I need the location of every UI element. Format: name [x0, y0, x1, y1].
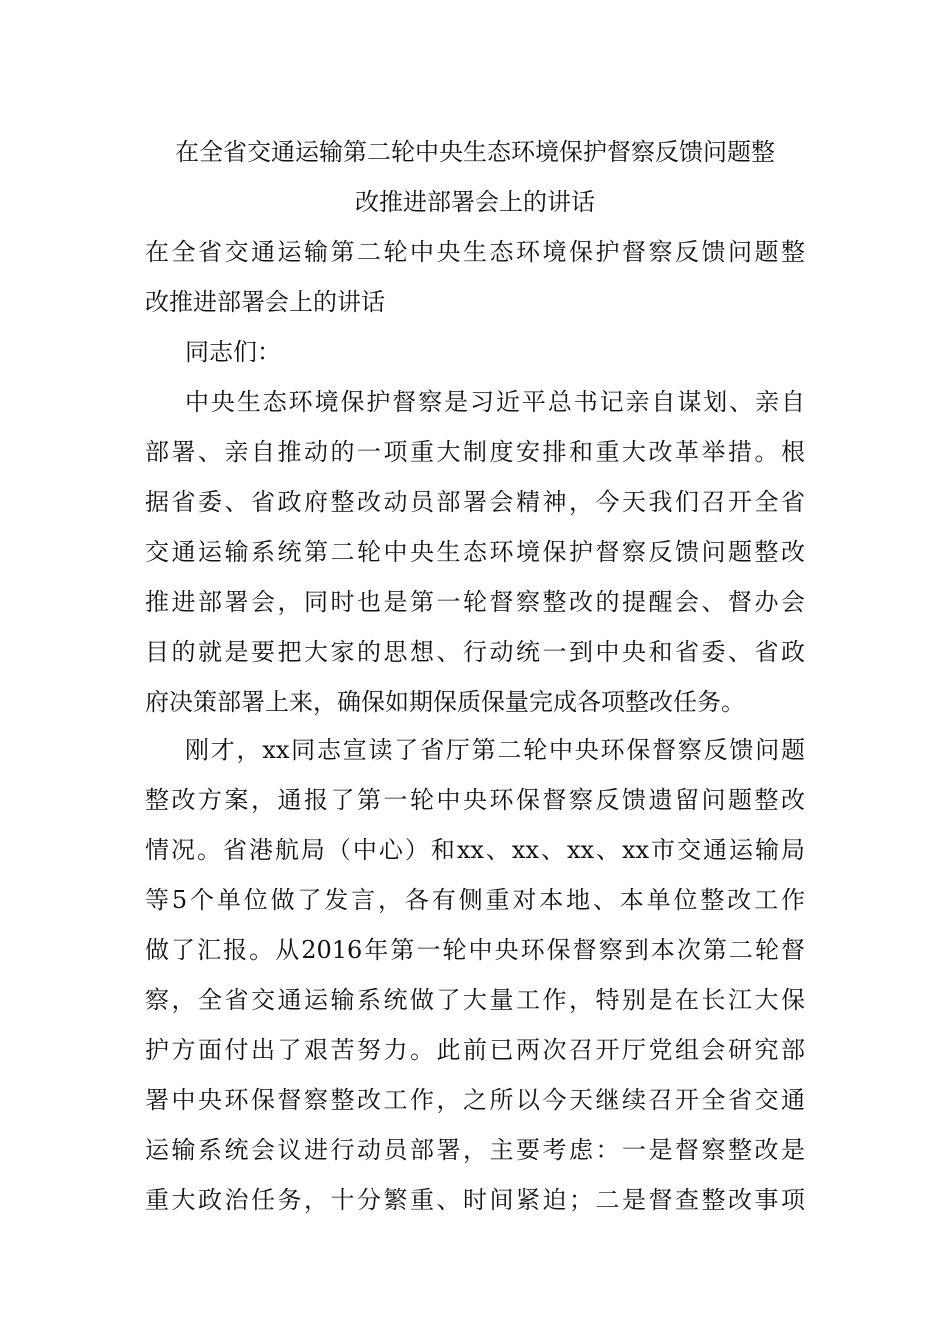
document-title-line-2: 改推进部署会上的讲话: [355, 188, 595, 216]
paragraph-1-line-7: 府决策部署上来，确保如期保质保量完成各项整改任务。: [145, 688, 745, 716]
paragraph-2-line-10: 重大政治任务，十分繁重、时间紧迫；二是督查整改事项: [145, 1186, 805, 1214]
heading-line-2: 改推进部署会上的讲话: [145, 288, 385, 316]
paragraph-2-line-9: 运输系统会议进行动员部署，主要考虑：一是督察整改是: [145, 1136, 805, 1164]
paragraph-2-line-2: 整改方案，通报了第一轮中央环保督察反馈遗留问题整改: [145, 786, 805, 814]
paragraph-2-line-5: 做了汇报。从2016年第一轮中央环保督察到本次第二轮督: [145, 936, 805, 964]
paragraph-2-line-6: 察，全省交通运输系统做了大量工作，特别是在长江大保: [145, 986, 805, 1014]
paragraph-1-line-4: 交通运输系统第二轮中央生态环境保护督察反馈问题整改: [145, 538, 805, 566]
paragraph-1-line-6: 目的就是要把大家的思想、行动统一到中央和省委、省政: [145, 638, 805, 666]
paragraph-2-line-7: 护方面付出了艰苦努力。此前已两次召开厅党组会研究部: [145, 1036, 805, 1064]
paragraph-2-line-3: 情况。省港航局（中心）和xx、xx、xx、xx市交通运输局: [145, 836, 805, 864]
paragraph-2-line-1: 刚才，xx同志宣读了省厅第二轮中央环保督察反馈问题: [185, 736, 805, 764]
paragraph-1-line-1: 中央生态环境保护督察是习近平总书记亲自谋划、亲自: [185, 388, 805, 416]
document-title-line-1: 在全省交通运输第二轮中央生态环境保护督察反馈问题整: [175, 138, 775, 166]
paragraph-1-line-3: 据省委、省政府整改动员部署会精神，今天我们召开全省: [145, 488, 805, 516]
heading-line-1: 在全省交通运输第二轮中央生态环境保护督察反馈问题整: [145, 238, 805, 266]
paragraph-1-line-2: 部署、亲自推动的一项重大制度安排和重大改革举措。根: [145, 438, 805, 466]
paragraph-2-line-8: 署中央环保督察整改工作，之所以今天继续召开全省交通: [145, 1086, 805, 1114]
salutation: 同志们：: [185, 338, 281, 366]
paragraph-1-line-5: 推进部署会，同时也是第一轮督察整改的提醒会、督办会: [145, 588, 805, 616]
paragraph-2-line-4: 等5个单位做了发言，各有侧重对本地、本单位整改工作: [145, 886, 805, 914]
